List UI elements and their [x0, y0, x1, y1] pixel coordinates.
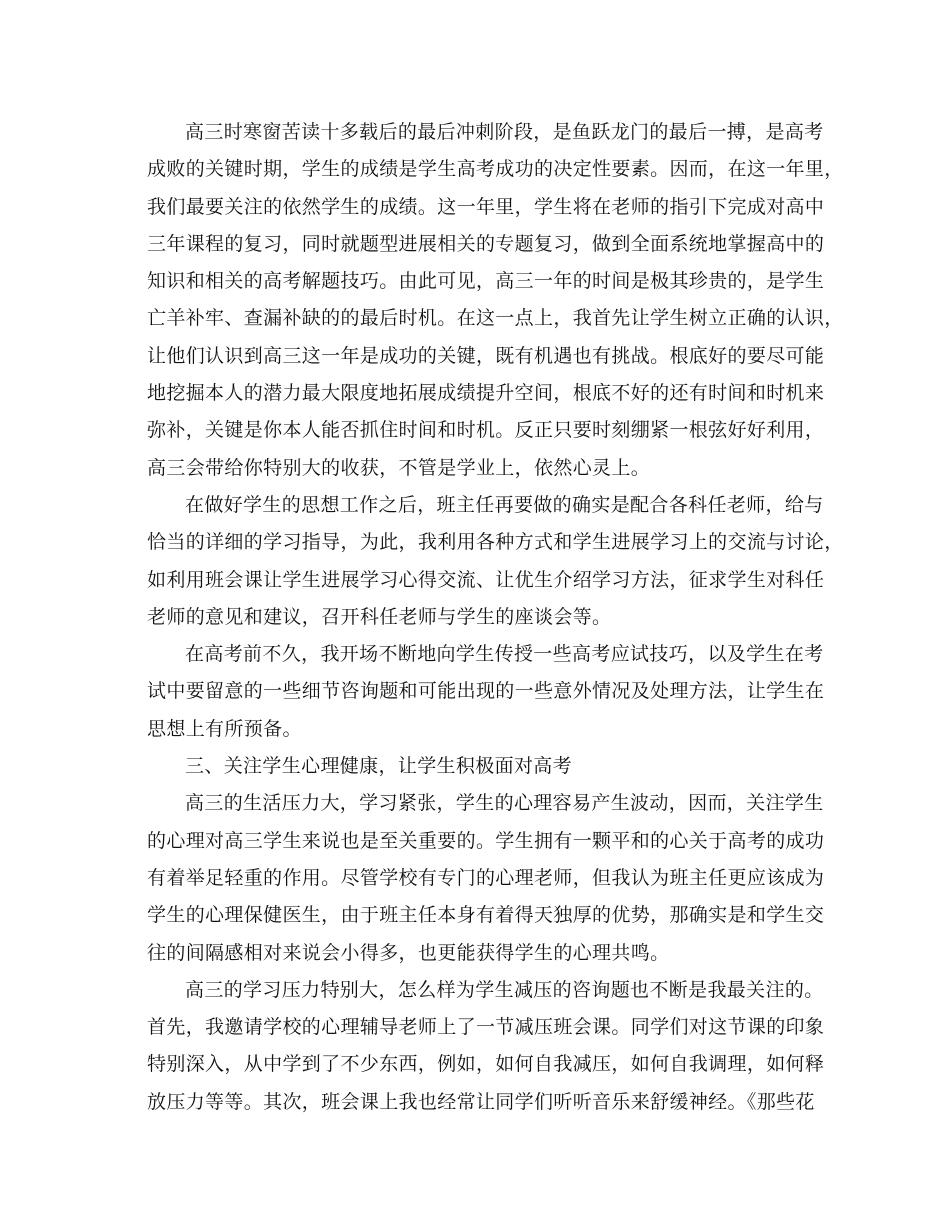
paragraph-line: 高三的生活压力大，学习紧张，学生的心理容易产生波动，因而，关注学生: [185, 792, 824, 815]
paragraph-line: 知识和相关的高考解题技巧。由此可见，高三一年的时间是极其珍贵的，是学生: [147, 270, 825, 293]
paragraph-line: 往的间隔感相对来说会小得多，也更能获得学生的心理共鸣。: [147, 941, 670, 964]
paragraph-line: 亡羊补牢、查漏补缺的的最后时机。在这一点上，我首先让学生树立正确的认识，: [147, 307, 844, 330]
paragraph-line: 地挖掘本人的潜力最大限度地拓展成绩提升空间，根底不好的还有时间和时机来: [147, 382, 825, 405]
paragraph-line: 高三的学习压力特别大，怎么样为学生减压的咨询题也不断是我最关注的。: [185, 978, 824, 1001]
paragraph-line: 成败的关键时期，学生的成绩是学生高考成功的决定性要素。因而，在这一年里，: [147, 158, 844, 181]
paragraph-line: 让他们认识到高三这一年是成功的关键，既有机遇也有挑战。根底好的要尽可能: [147, 344, 825, 367]
paragraph-line: 首先，我邀请学校的心理辅导老师上了一节减压班会课。同学们对这节课的印象: [147, 1016, 825, 1039]
paragraph-line: 高三时寒窗苦读十多载后的最后冲刺阶段，是鱼跃龙门的最后一搏，是高考: [185, 121, 824, 143]
paragraph-line: 学生的心理保健医生，由于班主任本身有着得天独厚的优势，那确实是和学生交: [147, 904, 825, 927]
paragraph-line: 试中要留意的一些细节咨询题和可能出现的一些意外情况及处理方法，让学生在: [147, 680, 825, 703]
paragraph-line: 特别深入，从中学到了不少东西，例如，如何自我减压，如何自我调理，如何释: [147, 1053, 825, 1076]
paragraph-line: 老师的意见和建议，召开科任老师与学生的座谈会等。: [147, 605, 612, 628]
paragraph-line: 如利用班会课让学生进展学习心得交流、让优生介绍学习方法，征求学生对科任: [147, 568, 825, 591]
paragraph-line: 有着举足轻重的作用。尽管学校有专门的心理老师，但我认为班主任更应该成为: [147, 866, 825, 889]
paragraph-line: 在做好学生的思想工作之后，班主任再要做的确实是配合各科任老师，给与: [185, 493, 824, 516]
paragraph-line: 的心理对高三学生来说也是至关重要的。学生拥有一颗平和的心关于高考的成功: [147, 829, 825, 852]
paragraph-line: 恰当的详细的学习指导，为此，我利用各种方式和学生进展学习上的交流与讨论，: [147, 531, 844, 554]
section-heading: 三、关注学生心理健康，让学生积极面对高考: [185, 755, 573, 778]
paragraph-line: 弥补，关键是你本人能否抓住时间和时机。反正只要时刻绷紧一根弦好好利用，: [147, 419, 825, 442]
paragraph-line: 我们最要关注的依然学生的成绩。这一年里，学生将在老师的指引下完成对高中: [147, 195, 825, 218]
paragraph-line: 在高考前不久，我开场不断地向学生传授一些高考应试技巧，以及学生在考: [185, 643, 824, 666]
paragraph-line: 高三会带给你特别大的收获，不管是学业上，依然心灵上。: [147, 456, 651, 479]
paragraph-line: 放压力等等。其次，班会课上我也经常让同学们听听音乐来舒缓神经。《那些花: [147, 1090, 815, 1113]
paragraph-line: 三年课程的复习，同时就题型进展相关的专题复习，做到全面系统地掌握高中的: [147, 232, 825, 255]
paragraph-line: 思想上有所预备。: [147, 717, 302, 740]
document-body: [147, 114, 844, 1121]
